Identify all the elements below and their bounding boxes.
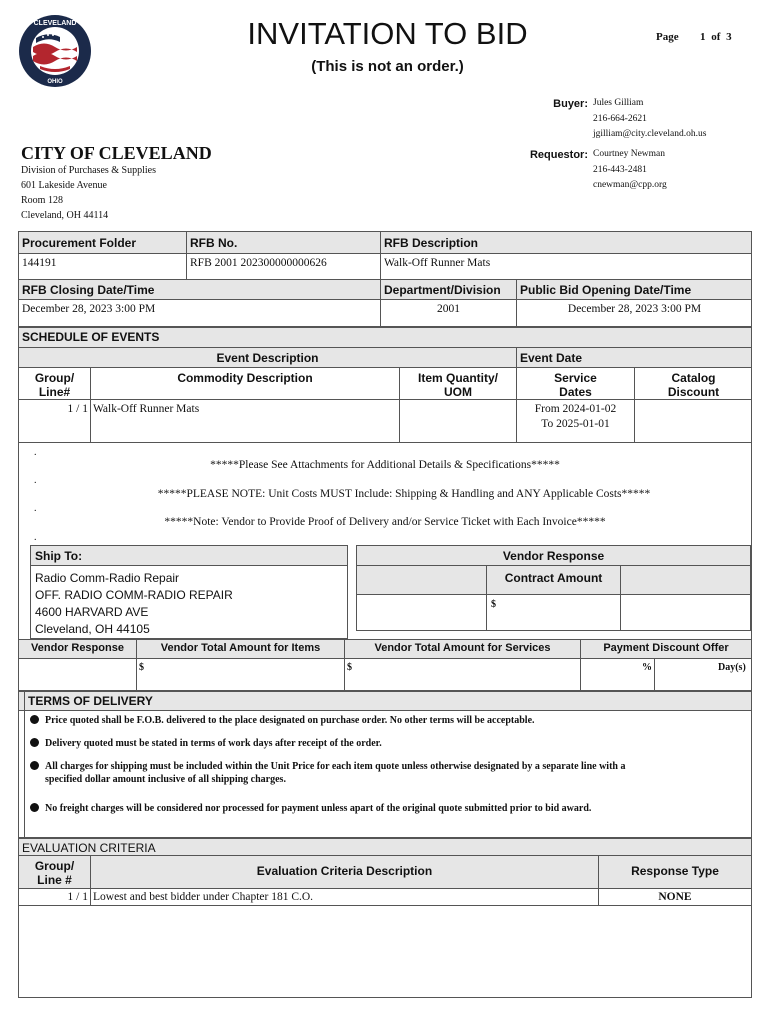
dept-label: Department/Division: [384, 283, 501, 297]
term-shipping-text-b: specified dollar amount inclusive of all shipping charges.: [45, 774, 286, 785]
eval-col-response-type: Response Type: [631, 864, 719, 878]
term-delivery-days: [30, 737, 382, 750]
term-shipping-charges: [30, 760, 745, 786]
col-commodity: Commodity Description: [177, 371, 313, 385]
buyer-email: jgilliam@city.cleveland.oh.us: [593, 129, 707, 139]
dot-marker: .: [34, 475, 37, 486]
totals-services-dollar: $: [347, 662, 352, 673]
vendor-response-label: Vendor Response: [502, 549, 605, 563]
ship-to-line3: 4600 HARVARD AVE: [35, 605, 149, 619]
eval-col-description: Evaluation Criteria Description: [256, 864, 433, 878]
buyer-name: Jules Gilliam: [593, 98, 644, 108]
closing-label: RFB Closing Date/Time: [22, 283, 155, 297]
opening-value: December 28, 2023 3:00 PM: [567, 303, 702, 315]
document-subtitle: (This is not an order.): [311, 58, 464, 75]
procurement-folder-label: Procurement Folder: [22, 236, 137, 250]
note-proof-delivery: *****Note: Vendor to Provide Proof of Delivery and/or Service Ticket with Each Invoice*****: [164, 516, 606, 528]
evaluation-title: EVALUATION CRITERIA: [22, 841, 156, 855]
service-date-to: To 2025-01-01: [541, 418, 610, 430]
discount-percent-input[interactable]: [582, 660, 640, 689]
document-title: INVITATION TO BID: [247, 16, 528, 51]
buyer-phone: 216-664-2621: [593, 113, 647, 124]
org-city: Cleveland, OH 44114: [21, 210, 109, 221]
service-date-from: From 2024-01-02: [534, 403, 617, 415]
eval-row-description: Lowest and best bidder under Chapter 181 C.O.: [93, 891, 314, 903]
dept-value: 2001: [437, 303, 460, 315]
note-unit-costs: *****PLEASE NOTE: Unit Costs MUST Include: Shipping & Handling and ANY Applicable Costs*****: [157, 488, 651, 500]
discount-days-input[interactable]: [656, 660, 716, 689]
contract-amount-label: Contract Amount: [504, 571, 603, 585]
ship-to-address: [35, 570, 233, 638]
totals-items-dollar: $: [139, 662, 144, 673]
term-delivery-days-text: Delivery quoted must be stated in terms of work days after receipt of the order.: [45, 738, 382, 749]
rfb-no-label: RFB No.: [190, 236, 238, 250]
discount-percent: %: [642, 662, 652, 673]
term-shipping-text-a: All charges for shipping must be included within the Unit Price for each item quote unless otherwise designated by a separate line with a: [45, 761, 626, 772]
schedule-row-line: 1 / 1: [67, 403, 88, 415]
terms-title: TERMS OF DELIVERY: [28, 694, 153, 708]
dot-marker: .: [34, 447, 37, 458]
requestor-contact: [593, 147, 667, 194]
event-description-header: Event Description: [216, 351, 319, 365]
requestor-name: Courtney Newman: [593, 149, 666, 159]
dot-marker: .: [34, 532, 37, 543]
rfb-no-value: RFB 2001 202300000000626: [190, 257, 327, 269]
term-fob-text: Price quoted shall be F.O.B. delivered to the place designated on purchase order. No other terms will be acceptable.: [45, 715, 535, 726]
items-total-input[interactable]: [148, 660, 342, 689]
org-division: Division of Purchases & Supplies: [21, 165, 156, 176]
contract-amount-dollar: $: [491, 599, 496, 610]
vendor-response-input[interactable]: [20, 660, 134, 689]
term-freight-text: No freight charges will be considered nor processed for payment unless apart of the original quote submitted prior to bid award.: [45, 803, 592, 814]
payment-discount-label: Payment Discount Offer: [603, 642, 729, 654]
eval-row-line: 1 / 1: [67, 891, 88, 903]
note-attachments: *****Please See Attachments for Additional Details & Specifications*****: [210, 459, 560, 471]
col-service-dates: Service Dates: [554, 371, 597, 399]
contract-amount-input[interactable]: [500, 597, 615, 627]
rfb-description-label: RFB Description: [384, 236, 479, 250]
schedule-title: SCHEDULE OF EVENTS: [22, 330, 160, 344]
col-item-qty: Item Quantity/ UOM: [417, 371, 498, 399]
svg-text:CLEVELAND: CLEVELAND: [33, 20, 77, 27]
org-name: CITY OF CLEVELAND: [21, 143, 212, 163]
closing-value: December 28, 2023 3:00 PM: [22, 303, 156, 315]
buyer-contact: [593, 96, 706, 143]
event-date-header: Event Date: [520, 351, 583, 365]
bullet-icon: [30, 761, 39, 770]
term-freight: [30, 802, 591, 815]
dot-marker: .: [34, 503, 37, 514]
city-seal-logo: [18, 14, 92, 88]
requestor-email: cnewman@cpp.org: [593, 180, 667, 190]
page-label: Page: [656, 31, 679, 43]
rfb-description-value: Walk-Off Runner Mats: [384, 257, 491, 269]
requestor-phone: 216-443-2481: [593, 164, 647, 175]
totals-vendor-response: Vendor Response: [31, 642, 124, 654]
ship-to-line2: OFF. RADIO COMM-RADIO REPAIR: [35, 588, 233, 602]
col-group-line: Group/ Line#: [34, 371, 75, 399]
org-address: [21, 163, 156, 223]
bullet-icon: [30, 803, 39, 812]
requestor-label: Requestor:: [529, 149, 588, 161]
term-fob: [30, 714, 535, 727]
procurement-folder-value: 144191: [22, 257, 57, 269]
col-catalog-discount: Catalog Discount: [667, 371, 720, 399]
opening-label: Public Bid Opening Date/Time: [520, 283, 692, 297]
ship-to-label: Ship To:: [35, 549, 83, 563]
org-street: 601 Lakeside Avenue: [21, 180, 107, 191]
ship-to-line1: Radio Comm-Radio Repair: [35, 571, 180, 585]
discount-days: Day(s): [718, 662, 746, 673]
ship-to-line4: Cleveland, OH 44105: [35, 622, 150, 636]
eval-row-response-type: NONE: [658, 891, 692, 903]
bullet-icon: [30, 738, 39, 747]
totals-items-label: Vendor Total Amount for Items: [160, 642, 321, 654]
page-number: 1 of 3: [700, 31, 732, 43]
totals-services-label: Vendor Total Amount for Services: [374, 642, 551, 654]
svg-text:OHIO: OHIO: [47, 79, 63, 85]
buyer-label: Buyer:: [553, 98, 588, 110]
schedule-row-commodity: Walk-Off Runner Mats: [93, 403, 200, 415]
eval-col-group: Group/ Line #: [34, 859, 75, 887]
bullet-icon: [30, 715, 39, 724]
org-room: Room 128: [21, 195, 63, 206]
services-total-input[interactable]: [356, 660, 578, 689]
